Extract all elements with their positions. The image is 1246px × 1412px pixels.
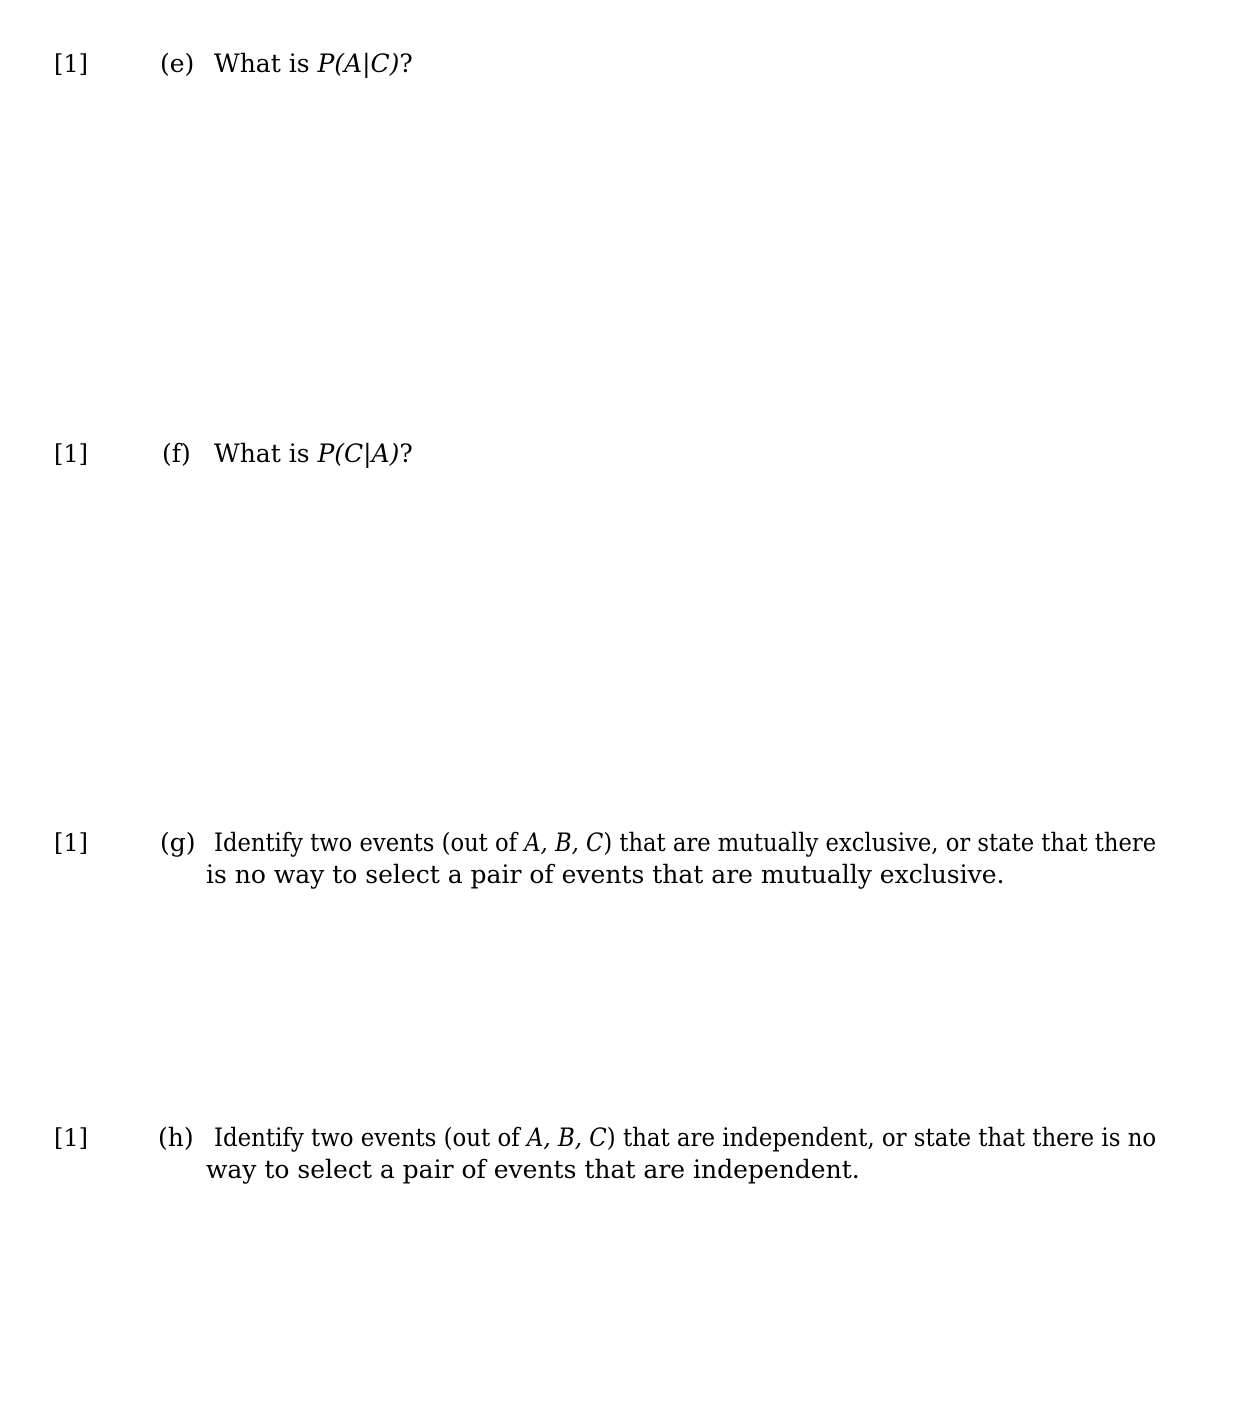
math-expression-h: A, B, C: [526, 1123, 607, 1152]
marks-f: [1]: [54, 440, 88, 468]
marks-h: [1]: [54, 1124, 88, 1152]
question-text-h-suffix: ) that are independent, or state that there is no: [606, 1123, 1157, 1152]
marks-e: [1]: [54, 50, 88, 78]
question-text-f-prefix: What is: [214, 439, 318, 468]
question-text-e-prefix: What is: [214, 49, 318, 78]
question-text-h-line1: [214, 1122, 1156, 1154]
label-e: (e): [160, 49, 195, 78]
label-h: (h): [158, 1123, 194, 1152]
math-expression-e: P(A|C): [317, 49, 400, 78]
question-text-g-line1: [214, 827, 1156, 859]
label-f: (f): [162, 439, 191, 468]
label-g: (g): [160, 828, 196, 857]
question-text-h-prefix: Identify two events (out of: [214, 1123, 527, 1152]
marks-g: [1]: [54, 829, 88, 857]
question-text-g-prefix: Identify two events (out of: [214, 828, 525, 857]
math-expression-f: P(C|A): [317, 439, 400, 468]
question-text-f: [214, 438, 413, 470]
math-expression-g: A, B, C: [524, 828, 604, 857]
question-text-g-suffix: ) that are mutually exclusive, or state that there: [603, 828, 1157, 857]
question-text-e-suffix: ?: [399, 49, 413, 78]
question-text-e: [214, 48, 413, 80]
question-text-g-line2: is no way to select a pair of events that are mutually exclusive.: [206, 860, 1005, 889]
question-text-h-line2: way to select a pair of events that are independent.: [206, 1155, 860, 1184]
question-text-f-suffix: ?: [399, 439, 413, 468]
